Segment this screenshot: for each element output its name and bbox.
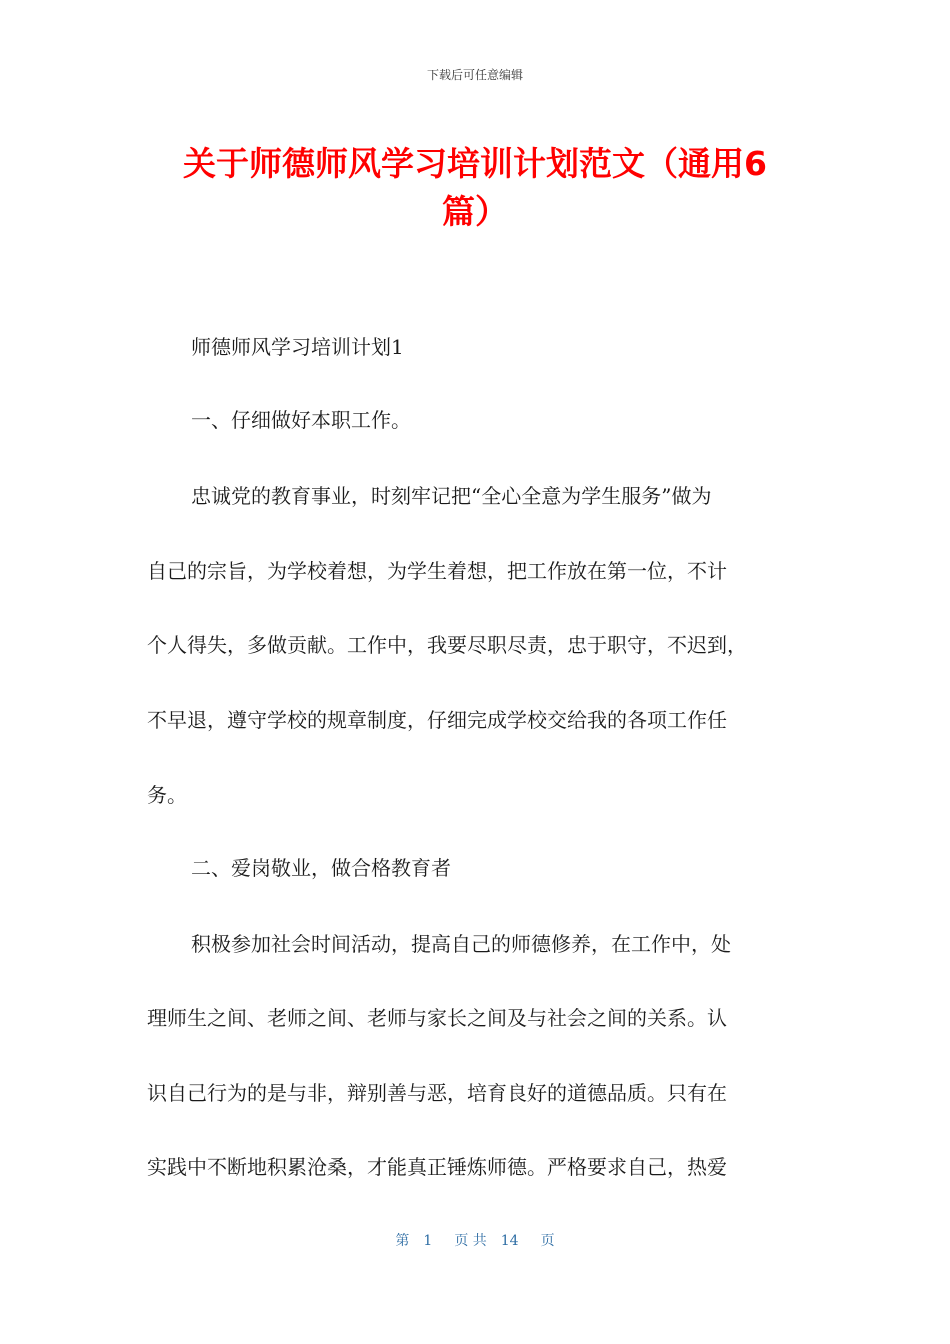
body-line: 识自己行为的是与非，辩别善与恶，培育良好的道德品质。只有在: [147, 1081, 727, 1105]
document-title: [150, 140, 800, 236]
title-line-1: 关于师德师风学习培训计划范文（通用6: [183, 144, 767, 183]
body-line: 二、爱岗敬业，做合格教育者: [191, 856, 451, 880]
footer-middle: 页 共: [454, 1233, 487, 1249]
body-line: 积极参加社会时间活动，提高自己的师德修养，在工作中，处: [191, 932, 731, 956]
body-line: 忠诚党的教育事业，时刻牢记把“全心全意为学生服务”做为: [191, 484, 712, 508]
footer-total-pages: 14: [500, 1233, 519, 1249]
header-note: 下载后可任意编辑: [426, 68, 523, 82]
body-line: 自己的宗旨，为学校着想，为学生着想，把工作放在第一位，不计: [147, 559, 727, 583]
footer-suffix: 页: [540, 1233, 555, 1249]
title-line-2: 篇）: [442, 192, 508, 231]
page-footer: [0, 1230, 950, 1250]
body-line: 实践中不断地积累沧桑，才能真正锤炼师德。严格要求自己，热爱: [147, 1155, 727, 1179]
body-line: 个人得失，多做贡献。工作中，我要尽职尽责，忠于职守，不迟到，: [147, 633, 747, 657]
body-line: 理师生之间、老师之间、老师与家长之间及与社会之间的关系。认: [147, 1006, 727, 1030]
body-line: 务。: [147, 783, 187, 807]
footer-prefix: 第: [395, 1233, 410, 1249]
body-line: 一、仔细做好本职工作。: [191, 408, 411, 432]
body-line: 师德师风学习培训计划1: [191, 335, 404, 359]
footer-page-number: 1: [423, 1233, 433, 1249]
body-line: 不早退，遵守学校的规章制度，仔细完成学校交给我的各项工作任: [147, 708, 727, 732]
